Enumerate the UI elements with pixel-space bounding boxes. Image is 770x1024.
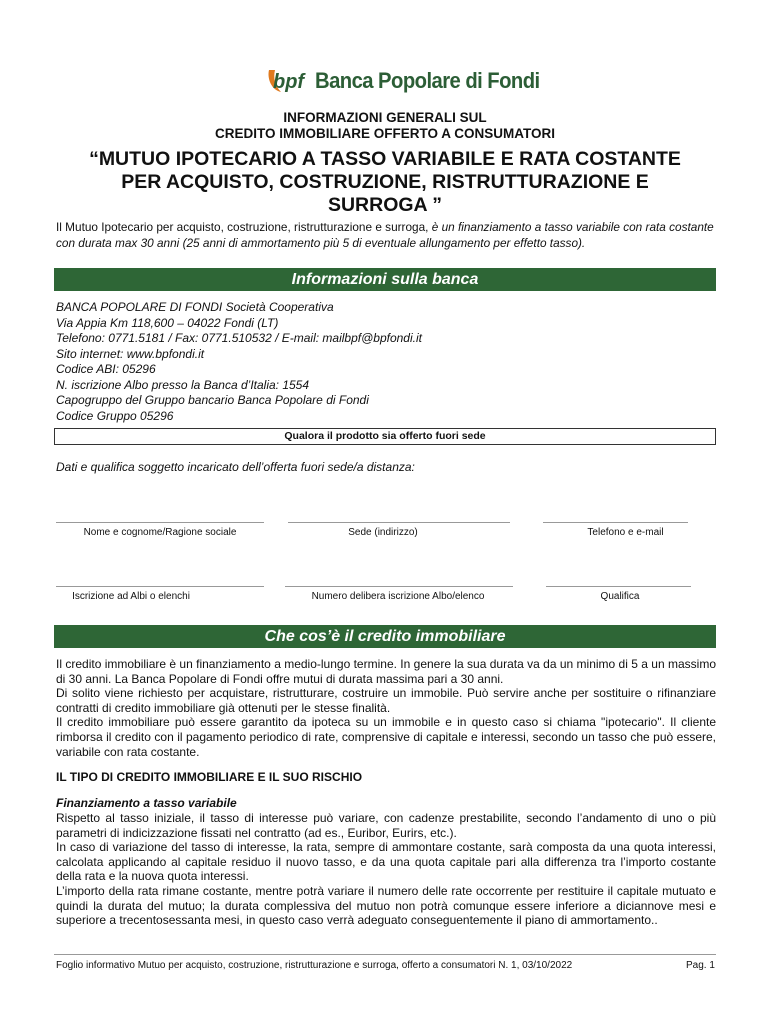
title-line-1: “MUTUO IPOTECARIO A TASSO VARIABILE E RATA COSTANTE (89, 148, 681, 170)
signature-line (56, 522, 264, 523)
bank-line: BANCA POPOLARE DI FONDI Società Cooperativa (56, 300, 334, 314)
signature-line (56, 586, 264, 587)
label-telefono-email: Telefono e e-mail (587, 527, 664, 538)
label-nome-cognome: Nome e cognome/Ragione sociale (83, 527, 237, 538)
risk-paragraph: Rispetto al tasso iniziale, il tasso di interesse può variare, con cadenze prestabilite, secondo l’andamento di uno o più parametri di indicizzazione fissati nel contratto (ad es., Euribor, Eurirs, etc.). (56, 811, 716, 840)
bank-logo (265, 66, 559, 96)
title-line-3: SURROGA ” (327, 194, 443, 216)
bpf-logo-icon (265, 66, 311, 96)
product-title (60, 148, 710, 217)
header-line-1: INFORMAZIONI GENERALI SUL (283, 110, 487, 125)
bank-logo-text: Banca Popolare di Fondi (315, 68, 540, 93)
label-iscrizione-albi: Iscrizione ad Albi o elenchi (72, 591, 190, 602)
signature-line (543, 522, 688, 523)
credit-paragraph: Di solito viene richiesto per acquistare, ristrutturare, costruire un immobile. Può servire anche per sostituire o rifinanziare contratti di credito immobiliare già ottenuti per le stesse finalità. (56, 686, 716, 715)
signature-line (546, 586, 691, 587)
signature-line (285, 586, 513, 587)
svg-text:bpf: bpf (273, 71, 305, 93)
credit-description (56, 657, 716, 759)
label-qualifica: Qualifica (600, 591, 640, 602)
risk-description (56, 811, 716, 928)
bank-info-banner: Informazioni sulla banca (54, 268, 716, 291)
bank-line: Sito internet: www.bpfondi.it (56, 346, 205, 361)
bank-line: Codice ABI: 05296 (56, 362, 156, 376)
credit-paragraph: Il credito immobiliare è un finanziamento a medio-lungo termine. In genere la sua durata va da un minimo di 5 a un massimo di 30 anni. La Banca Popolare di Fondi offre mutui di durata massima pari a 30 anni. (56, 657, 716, 686)
bank-line: Codice Gruppo 05296 (56, 408, 174, 423)
risk-heading: IL TIPO DI CREDITO IMMOBILIARE E IL SUO RISCHIO (56, 770, 363, 784)
risk-subheading: Finanziamento a tasso variabile (56, 796, 237, 810)
title-line-2: PER ACQUISTO, COSTRUZIONE, RISTRUTTURAZIONE E (121, 171, 649, 193)
footer-page-number: Pag. 1 (686, 960, 715, 971)
bank-details (56, 300, 422, 424)
bank-line: Telefono: 0771.5181 / Fax: 0771.510532 / E-mail: mailbpf@bpfondi.it (56, 331, 422, 345)
offsite-box: Qualora il prodotto sia offerto fuori sede (54, 428, 716, 445)
risk-paragraph: L’importo della rata rimane costante, mentre potrà variare il numero delle rate occorrente per restituire il capitale mutuato e quindi la durata del mutuo; la durata complessiva del mutuo non potrà comunque essere inferiore a diciannove mesi e superiore a trecentosessanta mesi, in questo caso verrà adeguato conseguentemente il piano di ammortamento.. (56, 883, 716, 928)
intro-part-1: Il Mutuo Ipotecario per acquisto, costruzione, ristrutturazione e surroga, (56, 220, 432, 234)
credit-paragraph: Il credito immobiliare può essere garantito da ipoteca su un immobile e in questo caso si chiama "ipotecario". Il cliente rimborsa il credito con il pagamento periodico di rate, comprensive di capitale e interessi, secondo un tasso che può essere, variabile con rata costante. (56, 715, 716, 759)
risk-paragraph: In caso di variazione del tasso di interesse, la rata, sempre di ammontare costante, sarà composta da una quota interessi, calcolata applicando al capitale residuo il nuovo tasso, e da una quota capitale pari alla differenza tra l’importo costante della rata e la nuova quota interessi. (56, 840, 716, 884)
header-line-2: CREDITO IMMOBILIARE OFFERTO A CONSUMATORI (215, 126, 555, 141)
intro-paragraph (56, 220, 716, 251)
signature-line (288, 522, 510, 523)
label-numero-delibera: Numero delibera iscrizione Albo/elenco (311, 591, 485, 602)
credit-info-banner: Che cos’è il credito immobiliare (54, 625, 716, 648)
intro-part-2: è un finanziamento a tasso variabile con rata costante con durata max 30 anni (25 anni di ammortamento più 5 di eventuale allungamento per effetto tasso). (56, 220, 714, 250)
footer-document-info: Foglio informativo Mutuo per acquisto, costruzione, ristrutturazione e surroga, offerto a consumatori N. 1, 03/10/2022 (56, 960, 573, 971)
bank-line: Via Appia Km 118,600 – 04022 Fondi (LT) (56, 315, 279, 330)
offsite-dati-label: Dati e qualifica soggetto incaricato dell’offerta fuori sede/a distanza: (56, 460, 415, 474)
bank-line: N. iscrizione Albo presso la Banca d’Italia: 1554 (56, 377, 310, 392)
footer-divider (54, 954, 716, 955)
bank-line: Capogruppo del Gruppo bancario Banca Popolare di Fondi (56, 393, 369, 407)
label-sede: Sede (indirizzo) (348, 527, 418, 538)
